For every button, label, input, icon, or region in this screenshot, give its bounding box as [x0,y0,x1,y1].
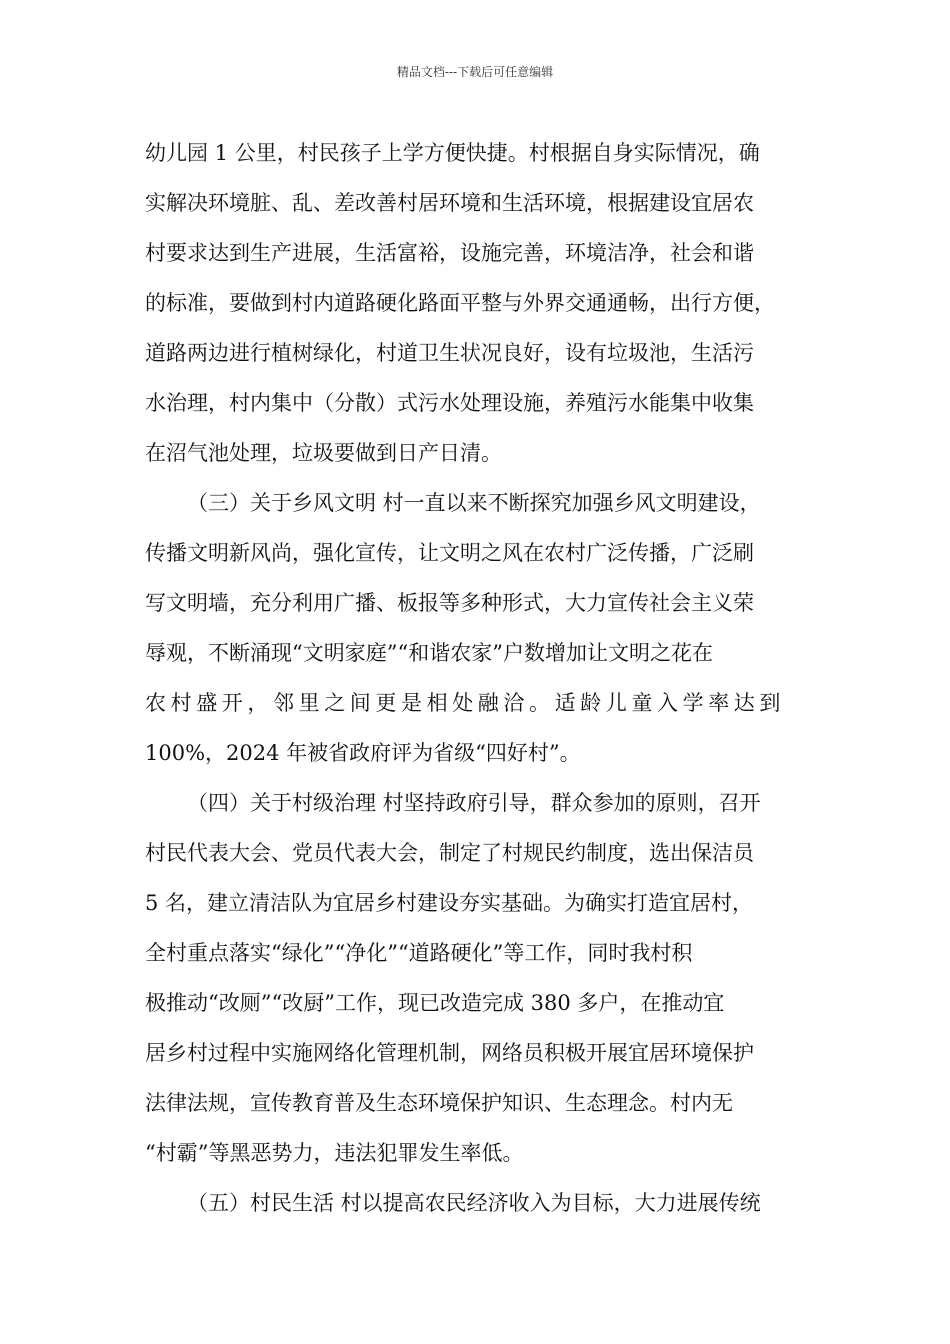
text-line: 100%，2024 年被省政府评为省级“四好村”。 [145,741,581,765]
text-line: 居乡村过程中实施网络化管理机制，网络员积极开展宜居环境保护 [145,1041,754,1065]
text-line: 全村重点落实“绿化”“净化”“道路硬化”等工作，同时我村积 [145,941,693,965]
text-line: 村要求达到生产进展，生活富裕，设施完善，环境洁净，社会和谐 [145,241,754,265]
text-line: 写文明墙，充分利用广播、板报等多种形式，大力宣传社会主义荣 [145,591,754,615]
text-line: 的标准，要做到村内道路硬化路面平整与外界交通通畅，出行方便， [145,291,775,315]
paragraph-heading-line: （三）关于乡风文明 村一直以来不断探究加强乡风文明建设， [187,491,761,515]
paragraph-heading-line: （四）关于村级治理 村坚持政府引导，群众参加的原则，召开 [187,791,761,815]
text-line: 在沼气池处理，垃圾要做到日产日清。 [145,441,502,465]
text-line: 实解决环境脏、乱、差改善村居环境和生活环境，根据建设宜居农 [145,191,754,215]
text-line: 农村盛开，邻里之间更是相处融洽。适龄儿童入学率达到 [145,691,785,715]
text-line: 村民代表大会、党员代表大会，制定了村规民约制度，选出保洁员 [145,841,754,865]
paragraph-heading-line: （五）村民生活 村以提高农民经济收入为目标，大力进展传统 [187,1191,761,1215]
page-header: 精品文档---下载后可任意编辑 [396,65,554,79]
text-line: 幼儿园 1 公里，村民孩子上学方便快捷。村根据自身实际情况，确 [145,141,760,165]
document-body [145,128,807,1228]
text-line: “村霸”等黑恶势力，违法犯罪发生率低。 [145,1141,524,1165]
text-line: 辱观，不断涌现“文明家庭”“和谐农家”户数增加让文明之花在 [145,641,713,665]
text-line: 水治理，村内集中（分散）式污水处理设施，养殖污水能集中收集 [145,391,754,415]
text-line: 法律法规，宣传教育普及生态环境保护知识、生态理念。村内无 [145,1091,733,1115]
text-line: 极推动“改厕”“改厨”工作，现已改造完成 380 多户，在推动宜 [145,991,725,1015]
text-line: 道路两边进行植树绿化，村道卫生状况良好，设有垃圾池，生活污 [145,341,754,365]
text-line: 5 名，建立清洁队为宜居乡村建设夯实基础。为确实打造宜居村， [145,891,754,915]
text-line: 传播文明新风尚，强化宣传，让文明之风在农村广泛传播，广泛刷 [145,541,754,565]
